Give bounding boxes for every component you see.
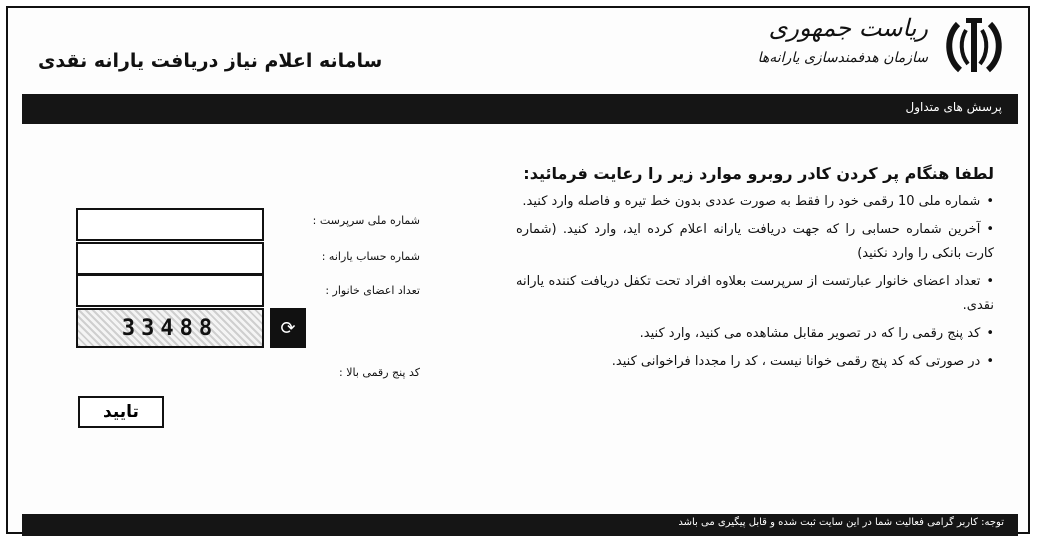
captcha-image: 33488 [76,308,264,348]
national-id-field[interactable] [76,208,264,241]
captcha-refresh-button[interactable] [270,308,306,348]
instructions-list [516,190,994,374]
list-item: • شماره ملی 10 رقمی خود را فقط به صورت عددی بدون خط تیره و فاصله وارد کنید. [516,190,994,214]
logo-title: ریاست جمهوری [768,14,928,42]
page-title: سامانه اعلام نیاز دریافت یارانه نقدی [38,50,383,72]
header [8,8,1028,88]
list-item: • کد پنج رقمی را که در تصویر مقابل مشاهده می کنید، وارد کنید. [516,322,994,346]
top-nav-bar [22,94,1018,124]
instructions-panel [516,160,994,378]
national-id-label: شماره ملی سرپرست : [312,214,420,227]
refresh-icon: ⟳ [280,317,296,339]
faq-link[interactable]: پرسش های متداول [905,100,1002,114]
captcha-label: کد پنج رقمی بالا : [339,366,420,379]
footer-notice: توجه: کاربر گرامی فعالیت شما در این سایت ثبت شده و قابل پیگیری می باشد [678,517,1004,528]
instructions-heading: لطفا هنگام پر کردن کادر روبرو موارد زیر را رعایت فرمائید: [523,164,994,183]
household-members-field[interactable] [76,274,264,307]
household-members-label: تعداد اعضای خانوار : [325,284,420,297]
list-item: • در صورتی که کد پنج رقمی خوانا نیست ، کد را مجددا فراخوانی کنید. [516,350,994,374]
submit-button[interactable]: تایید [78,396,164,428]
iran-emblem-icon [944,16,1004,78]
account-number-field[interactable] [76,242,264,275]
account-number-label: شماره حساب یارانه : [321,250,420,263]
list-item: • تعداد اعضای خانوار عبارتست از سرپرست بعلاوه افراد تحت تکفل دریافت کننده یارانه نقدی. [516,270,994,318]
page-frame [6,6,1030,534]
list-item: • آخرین شماره حسابی را که جهت دریافت یارانه اعلام کرده اید، وارد کنید. (شماره کارت بانکی را وارد نکنید) [516,218,994,266]
logo-subtitle: سازمان هدفمندسازی یارانه‌ها [757,50,928,66]
footer-bar [22,514,1018,536]
